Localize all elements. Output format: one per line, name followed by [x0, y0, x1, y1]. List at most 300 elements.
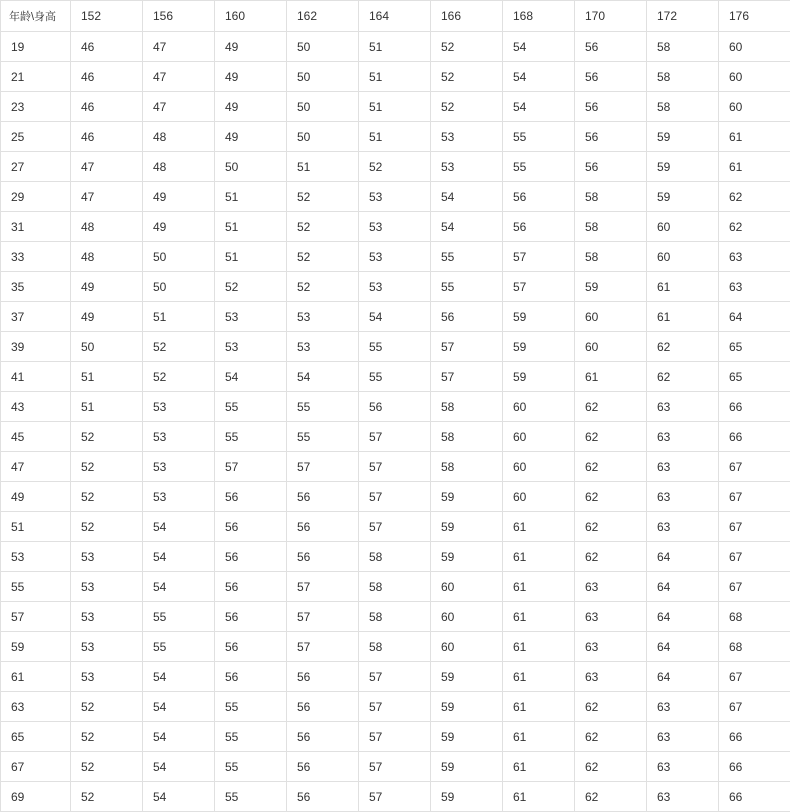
table-cell: 61	[503, 722, 575, 752]
column-header: 172	[647, 1, 719, 32]
table-cell: 55	[503, 152, 575, 182]
table-cell: 62	[575, 722, 647, 752]
table-cell: 52	[71, 752, 143, 782]
table-cell: 67	[719, 542, 790, 572]
table-header-row	[1, 1, 790, 32]
table-cell: 54	[431, 212, 503, 242]
table-cell: 62	[575, 512, 647, 542]
table-cell: 52	[71, 482, 143, 512]
table-cell: 52	[431, 32, 503, 62]
table-cell: 51	[359, 122, 431, 152]
table-cell: 62	[647, 332, 719, 362]
table-cell: 49	[71, 272, 143, 302]
table-cell: 59	[431, 542, 503, 572]
table-cell: 63	[647, 392, 719, 422]
row-header-age: 47	[1, 452, 71, 482]
table-cell: 55	[215, 752, 287, 782]
table-cell: 52	[71, 722, 143, 752]
table-cell: 56	[287, 662, 359, 692]
table-cell: 63	[719, 242, 790, 272]
table-row	[1, 332, 790, 362]
table-cell: 53	[71, 632, 143, 662]
table-cell: 52	[71, 782, 143, 812]
table-cell: 56	[287, 722, 359, 752]
table-cell: 57	[359, 452, 431, 482]
table-cell: 59	[503, 362, 575, 392]
table-cell: 53	[71, 602, 143, 632]
table-cell: 66	[719, 752, 790, 782]
table-row	[1, 692, 790, 722]
row-header-age: 31	[1, 212, 71, 242]
table-cell: 61	[503, 632, 575, 662]
table-cell: 56	[503, 182, 575, 212]
table-cell: 58	[575, 212, 647, 242]
table-cell: 54	[503, 92, 575, 122]
table-cell: 58	[575, 242, 647, 272]
table-cell: 48	[71, 212, 143, 242]
table-cell: 53	[359, 182, 431, 212]
table-cell: 56	[215, 572, 287, 602]
table-cell: 51	[215, 242, 287, 272]
table-cell: 54	[143, 752, 215, 782]
row-header-age: 23	[1, 92, 71, 122]
table-cell: 53	[71, 572, 143, 602]
table-cell: 64	[647, 602, 719, 632]
table-cell: 61	[503, 602, 575, 632]
table-cell: 46	[71, 122, 143, 152]
table-cell: 56	[287, 512, 359, 542]
table-row	[1, 272, 790, 302]
row-header-age: 67	[1, 752, 71, 782]
row-header-age: 29	[1, 182, 71, 212]
table-row	[1, 422, 790, 452]
table-cell: 60	[575, 302, 647, 332]
table-row	[1, 242, 790, 272]
table-row	[1, 452, 790, 482]
row-header-age: 49	[1, 482, 71, 512]
table-cell: 62	[575, 452, 647, 482]
row-header-age: 33	[1, 242, 71, 272]
row-header-age: 43	[1, 392, 71, 422]
table-cell: 61	[503, 572, 575, 602]
table-row	[1, 152, 790, 182]
table-cell: 59	[431, 692, 503, 722]
table-cell: 56	[287, 692, 359, 722]
table-cell: 46	[71, 92, 143, 122]
table-cell: 53	[143, 422, 215, 452]
table-cell: 62	[647, 362, 719, 392]
table-cell: 51	[215, 212, 287, 242]
table-cell: 59	[431, 662, 503, 692]
table-cell: 50	[143, 242, 215, 272]
table-cell: 57	[503, 272, 575, 302]
table-cell: 62	[575, 692, 647, 722]
table-cell: 52	[359, 152, 431, 182]
table-cell: 52	[71, 512, 143, 542]
table-cell: 59	[431, 782, 503, 812]
table-cell: 55	[287, 422, 359, 452]
table-cell: 53	[143, 392, 215, 422]
table-cell: 60	[503, 452, 575, 482]
table-cell: 56	[215, 632, 287, 662]
table-cell: 52	[71, 692, 143, 722]
table-cell: 60	[647, 242, 719, 272]
table-cell: 57	[359, 692, 431, 722]
table-cell: 67	[719, 512, 790, 542]
table-cell: 63	[647, 422, 719, 452]
table-cell: 50	[71, 332, 143, 362]
table-cell: 47	[71, 182, 143, 212]
table-cell: 59	[431, 722, 503, 752]
table-cell: 57	[359, 782, 431, 812]
table-cell: 55	[143, 602, 215, 632]
table-row	[1, 632, 790, 662]
table-cell: 61	[503, 512, 575, 542]
table-cell: 51	[71, 392, 143, 422]
table-cell: 55	[431, 242, 503, 272]
table-cell: 63	[647, 452, 719, 482]
table-cell: 61	[575, 362, 647, 392]
table-cell: 54	[143, 662, 215, 692]
table-cell: 55	[503, 122, 575, 152]
column-header: 164	[359, 1, 431, 32]
table-cell: 63	[575, 632, 647, 662]
table-cell: 65	[719, 362, 790, 392]
row-header-age: 57	[1, 602, 71, 632]
column-header: 176	[719, 1, 790, 32]
table-cell: 53	[287, 302, 359, 332]
table-cell: 67	[719, 662, 790, 692]
table-cell: 50	[287, 62, 359, 92]
table-row	[1, 302, 790, 332]
table-cell: 54	[143, 722, 215, 752]
table-cell: 46	[71, 32, 143, 62]
table-cell: 52	[287, 212, 359, 242]
table-cell: 56	[431, 302, 503, 332]
table-cell: 65	[719, 332, 790, 362]
column-header: 152	[71, 1, 143, 32]
table-row	[1, 482, 790, 512]
table-cell: 49	[215, 122, 287, 152]
table-cell: 66	[719, 392, 790, 422]
table-cell: 59	[503, 302, 575, 332]
table-cell: 57	[215, 452, 287, 482]
table-cell: 53	[287, 332, 359, 362]
table-cell: 47	[143, 32, 215, 62]
table-row	[1, 722, 790, 752]
table-cell: 54	[431, 182, 503, 212]
table-cell: 60	[575, 332, 647, 362]
table-row	[1, 572, 790, 602]
table-cell: 60	[503, 422, 575, 452]
table-cell: 57	[359, 482, 431, 512]
table-cell: 57	[431, 362, 503, 392]
row-header-age: 51	[1, 512, 71, 542]
column-header: 168	[503, 1, 575, 32]
table-cell: 60	[431, 602, 503, 632]
table-cell: 62	[575, 392, 647, 422]
table-cell: 60	[647, 212, 719, 242]
table-cell: 51	[287, 152, 359, 182]
table-cell: 63	[575, 602, 647, 632]
table-cell: 63	[719, 272, 790, 302]
table-cell: 61	[503, 542, 575, 572]
table-cell: 53	[143, 482, 215, 512]
table-cell: 52	[287, 242, 359, 272]
table-row	[1, 602, 790, 632]
row-header-age: 41	[1, 362, 71, 392]
table-cell: 58	[431, 422, 503, 452]
table-cell: 59	[503, 332, 575, 362]
table-cell: 61	[719, 122, 790, 152]
table-cell: 62	[575, 542, 647, 572]
table-cell: 50	[287, 122, 359, 152]
table-cell: 55	[215, 392, 287, 422]
table-cell: 64	[647, 572, 719, 602]
table-cell: 58	[359, 572, 431, 602]
table-cell: 63	[575, 662, 647, 692]
table-cell: 60	[503, 482, 575, 512]
table-row	[1, 182, 790, 212]
row-header-age: 61	[1, 662, 71, 692]
table-cell: 47	[143, 92, 215, 122]
table-cell: 47	[143, 62, 215, 92]
table-cell: 55	[431, 272, 503, 302]
table-cell: 49	[215, 62, 287, 92]
row-header-age: 25	[1, 122, 71, 152]
table-cell: 58	[647, 32, 719, 62]
table-cell: 47	[71, 152, 143, 182]
table-cell: 51	[359, 92, 431, 122]
table-cell: 58	[647, 92, 719, 122]
table-cell: 53	[215, 332, 287, 362]
table-cell: 62	[575, 482, 647, 512]
table-cell: 50	[287, 92, 359, 122]
table-cell: 62	[719, 212, 790, 242]
table-cell: 56	[287, 542, 359, 572]
table-cell: 57	[431, 332, 503, 362]
table-cell: 63	[647, 512, 719, 542]
table-cell: 66	[719, 422, 790, 452]
table-cell: 53	[71, 542, 143, 572]
table-cell: 56	[359, 392, 431, 422]
table-cell: 54	[503, 32, 575, 62]
table-row	[1, 542, 790, 572]
table-cell: 61	[503, 692, 575, 722]
table-cell: 58	[431, 452, 503, 482]
table-cell: 63	[647, 722, 719, 752]
table-cell: 56	[575, 92, 647, 122]
row-header-age: 27	[1, 152, 71, 182]
table-cell: 59	[647, 182, 719, 212]
table-cell: 56	[287, 482, 359, 512]
table-cell: 61	[647, 272, 719, 302]
table-cell: 55	[215, 782, 287, 812]
table-row	[1, 362, 790, 392]
table-cell: 49	[215, 92, 287, 122]
table-cell: 55	[287, 392, 359, 422]
table-cell: 57	[287, 602, 359, 632]
table-cell: 67	[719, 572, 790, 602]
table-row	[1, 62, 790, 92]
table-cell: 52	[287, 182, 359, 212]
table-cell: 54	[143, 782, 215, 812]
table-cell: 66	[719, 782, 790, 812]
row-header-age: 69	[1, 782, 71, 812]
table-cell: 57	[359, 422, 431, 452]
table-cell: 62	[575, 782, 647, 812]
table-cell: 57	[503, 242, 575, 272]
table-cell: 51	[359, 62, 431, 92]
table-cell: 58	[431, 392, 503, 422]
table-cell: 64	[719, 302, 790, 332]
table-cell: 57	[359, 722, 431, 752]
table-cell: 55	[215, 692, 287, 722]
column-header: 160	[215, 1, 287, 32]
table-cell: 60	[431, 572, 503, 602]
table-cell: 56	[575, 122, 647, 152]
table-cell: 58	[359, 542, 431, 572]
table-cell: 66	[719, 722, 790, 752]
table-cell: 53	[71, 662, 143, 692]
row-header-age: 59	[1, 632, 71, 662]
table-cell: 63	[647, 782, 719, 812]
table-cell: 59	[431, 752, 503, 782]
table-cell: 54	[287, 362, 359, 392]
column-header: 156	[143, 1, 215, 32]
table-cell: 56	[215, 482, 287, 512]
table-cell: 53	[359, 212, 431, 242]
table-row	[1, 782, 790, 812]
table-cell: 55	[359, 332, 431, 362]
table-cell: 57	[359, 752, 431, 782]
table-cell: 59	[647, 152, 719, 182]
table-cell: 56	[575, 152, 647, 182]
table-body	[1, 32, 790, 812]
table-cell: 52	[143, 332, 215, 362]
table-cell: 53	[359, 272, 431, 302]
table-cell: 60	[719, 92, 790, 122]
table-cell: 58	[359, 602, 431, 632]
table-cell: 60	[431, 632, 503, 662]
table-cell: 64	[647, 542, 719, 572]
row-header-age: 21	[1, 62, 71, 92]
table-row	[1, 122, 790, 152]
table-cell: 56	[215, 512, 287, 542]
table-cell: 62	[575, 422, 647, 452]
table-row	[1, 392, 790, 422]
table-cell: 51	[215, 182, 287, 212]
table-cell: 54	[503, 62, 575, 92]
table-cell: 59	[647, 122, 719, 152]
row-header-age: 55	[1, 572, 71, 602]
table-cell: 52	[431, 92, 503, 122]
table-cell: 55	[143, 632, 215, 662]
table-cell: 60	[503, 392, 575, 422]
table-cell: 56	[575, 32, 647, 62]
table-cell: 54	[359, 302, 431, 332]
table-row	[1, 752, 790, 782]
table-cell: 52	[71, 452, 143, 482]
table-cell: 56	[503, 212, 575, 242]
table-cell: 46	[71, 62, 143, 92]
table-cell: 57	[359, 512, 431, 542]
table-cell: 61	[719, 152, 790, 182]
table-cell: 68	[719, 602, 790, 632]
table-cell: 57	[287, 632, 359, 662]
table-cell: 57	[287, 572, 359, 602]
table-cell: 54	[143, 692, 215, 722]
table-cell: 56	[215, 602, 287, 632]
table-cell: 61	[647, 302, 719, 332]
column-header: 162	[287, 1, 359, 32]
table-cell: 68	[719, 632, 790, 662]
table-cell: 52	[215, 272, 287, 302]
table-cell: 59	[575, 272, 647, 302]
table-cell: 50	[215, 152, 287, 182]
table-cell: 53	[143, 452, 215, 482]
table-cell: 50	[287, 32, 359, 62]
row-header-age: 19	[1, 32, 71, 62]
table-cell: 48	[143, 122, 215, 152]
table-cell: 55	[359, 362, 431, 392]
table-cell: 49	[215, 32, 287, 62]
table-cell: 54	[143, 512, 215, 542]
table-row	[1, 92, 790, 122]
row-header-age: 53	[1, 542, 71, 572]
row-header-age: 63	[1, 692, 71, 722]
table-cell: 52	[287, 272, 359, 302]
table-cell: 48	[71, 242, 143, 272]
table-cell: 67	[719, 452, 790, 482]
table-cell: 56	[215, 662, 287, 692]
table-cell: 53	[215, 302, 287, 332]
table-head	[1, 1, 790, 32]
table-row	[1, 212, 790, 242]
table-cell: 54	[215, 362, 287, 392]
table-cell: 54	[143, 572, 215, 602]
row-header-age: 39	[1, 332, 71, 362]
table-cell: 55	[215, 422, 287, 452]
table-cell: 64	[647, 662, 719, 692]
table-cell: 62	[575, 752, 647, 782]
row-header-age: 37	[1, 302, 71, 332]
table-row	[1, 662, 790, 692]
table-cell: 64	[647, 632, 719, 662]
table-cell: 52	[71, 422, 143, 452]
table-cell: 52	[431, 62, 503, 92]
table-cell: 56	[215, 542, 287, 572]
table-cell: 48	[143, 152, 215, 182]
table-row	[1, 512, 790, 542]
table-cell: 63	[647, 482, 719, 512]
table-cell: 59	[431, 482, 503, 512]
table-cell: 53	[431, 122, 503, 152]
table-cell: 67	[719, 482, 790, 512]
column-header: 166	[431, 1, 503, 32]
table-cell: 58	[575, 182, 647, 212]
row-header-age: 45	[1, 422, 71, 452]
table-cell: 63	[647, 692, 719, 722]
table-cell: 58	[359, 632, 431, 662]
table-cell: 62	[719, 182, 790, 212]
row-header-age: 65	[1, 722, 71, 752]
column-header: 170	[575, 1, 647, 32]
table-row	[1, 32, 790, 62]
table-cell: 60	[719, 62, 790, 92]
table-cell: 61	[503, 752, 575, 782]
table-cell: 56	[575, 62, 647, 92]
